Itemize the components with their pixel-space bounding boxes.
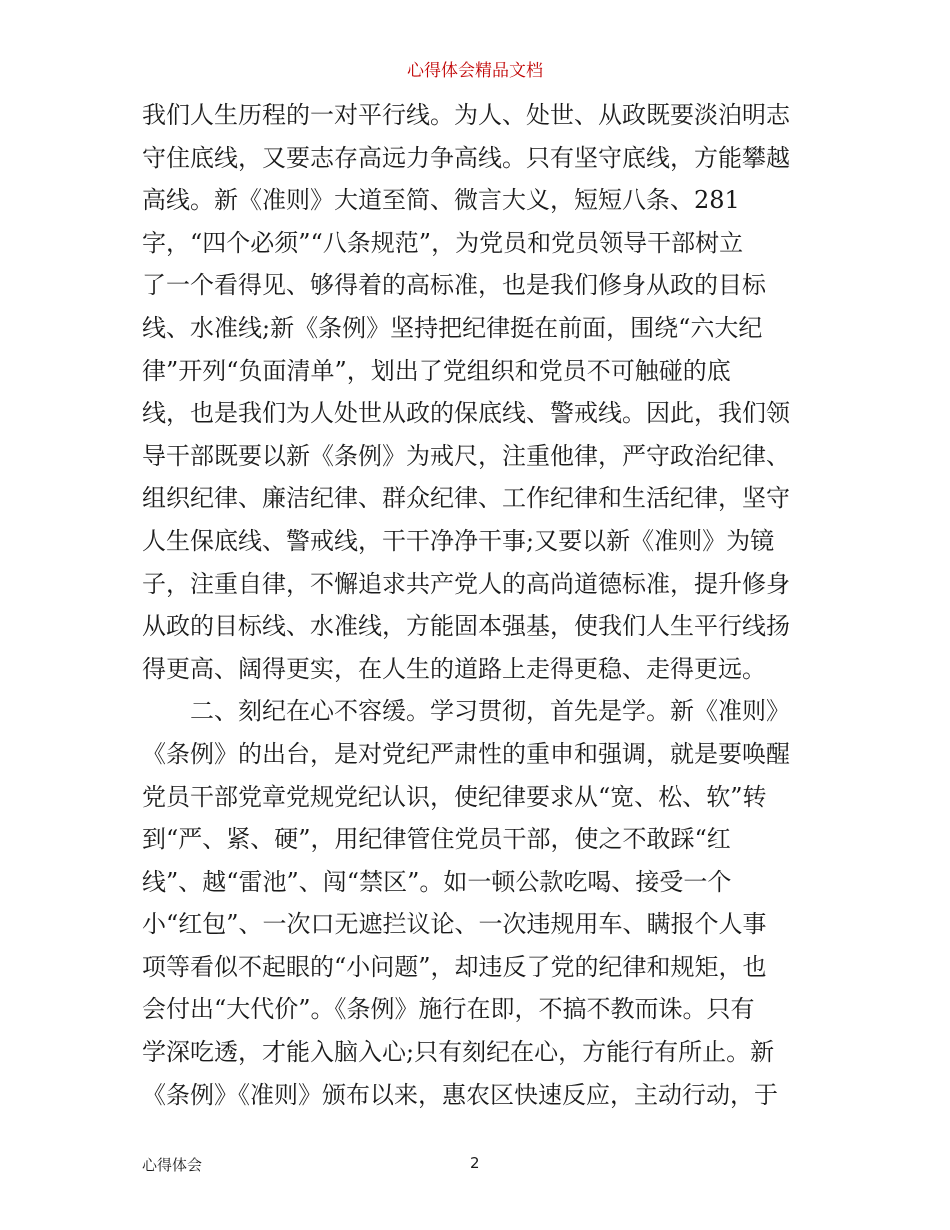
text-line: 了一个看得见、够得着的高标准，也是我们修身从政的目标 — [142, 271, 766, 300]
document-body — [142, 94, 814, 1116]
text-line: 《条例》的出台，是对党纪严肃性的重申和强调，就是要唤醒 — [142, 739, 790, 768]
text-line: 我们人生历程的一对平行线。为人、处世、从政既要淡泊明志 — [142, 101, 790, 129]
text-line: 字，“四个必须”“八条规范”，为党员和党员领导干部树立 — [142, 228, 744, 257]
text-line: 线、水准线;新《条例》坚持把纪律挺在前面，围绕“六大纪 — [142, 313, 763, 342]
text-line: 项等看似不起眼的“小问题”，却违反了党的纪律和规矩，也 — [142, 952, 767, 981]
text-line: 学深吃透，才能入脑入心;只有刻纪在心，方能行有所止。新 — [142, 1038, 775, 1067]
page-header-title: 心得体会精品文档 — [407, 61, 543, 81]
text-line: 高线。新《准则》大道至简、微言大义，短短八条、281 — [142, 186, 740, 215]
text-line: 线”、越“雷池”、闯“禁区”。如一顿公款吃喝、接受一个 — [142, 867, 732, 896]
footer-label: 心得体会 — [142, 1156, 203, 1174]
text-line: 从政的目标线、水准线，方能固本强基，使我们人生平行线扬 — [142, 612, 790, 641]
page-number: 2 — [470, 1154, 480, 1172]
text-line: 人生保底线、警戒线，干干净净干事;又要以新《准则》为镜 — [142, 526, 775, 555]
text-line: 导干部既要以新《条例》为戒尺，注重他律，严守政治纪律、 — [142, 441, 790, 470]
text-line: 组织纪律、廉洁纪律、群众纪律、工作纪律和生活纪律，坚守 — [142, 484, 790, 513]
text-line: 小“红包”、一次口无遮拦议论、一次违规用车、瞒报个人事 — [142, 910, 767, 939]
text-line: 会付出“大代价”。《条例》施行在即，不搞不教而诛。只有 — [142, 995, 755, 1024]
text-line: 到“严、紧、硬”，用纪律管住党员干部，使之不敢踩“红 — [142, 825, 731, 854]
text-line: 守住底线，又要志存高远力争高线。只有坚守底线，方能攀越 — [142, 143, 790, 172]
text-line: 《条例》《准则》颁布以来，惠农区快速反应，主动行动，于 — [142, 1080, 778, 1109]
text-line: 党员干部党章党规党纪认识，使纪律要求从“宽、松、软”转 — [142, 782, 767, 811]
text-line: 得更高、阔得更实，在人生的道路上走得更稳、走得更远。 — [142, 654, 766, 683]
text-line: 子，注重自律，不懈追求共产党人的高尚道德标准，提升修身 — [142, 569, 790, 598]
text-line: 律”开列“负面清单”，划出了党组织和党员不可触碰的底 — [142, 356, 731, 385]
text-line: 线，也是我们为人处世从政的保底线、警戒线。因此，我们领 — [142, 399, 790, 428]
paragraph-start-line: 二、刻纪在心不容缓。学习贯彻，首先是学。新《准则》 — [190, 697, 790, 726]
